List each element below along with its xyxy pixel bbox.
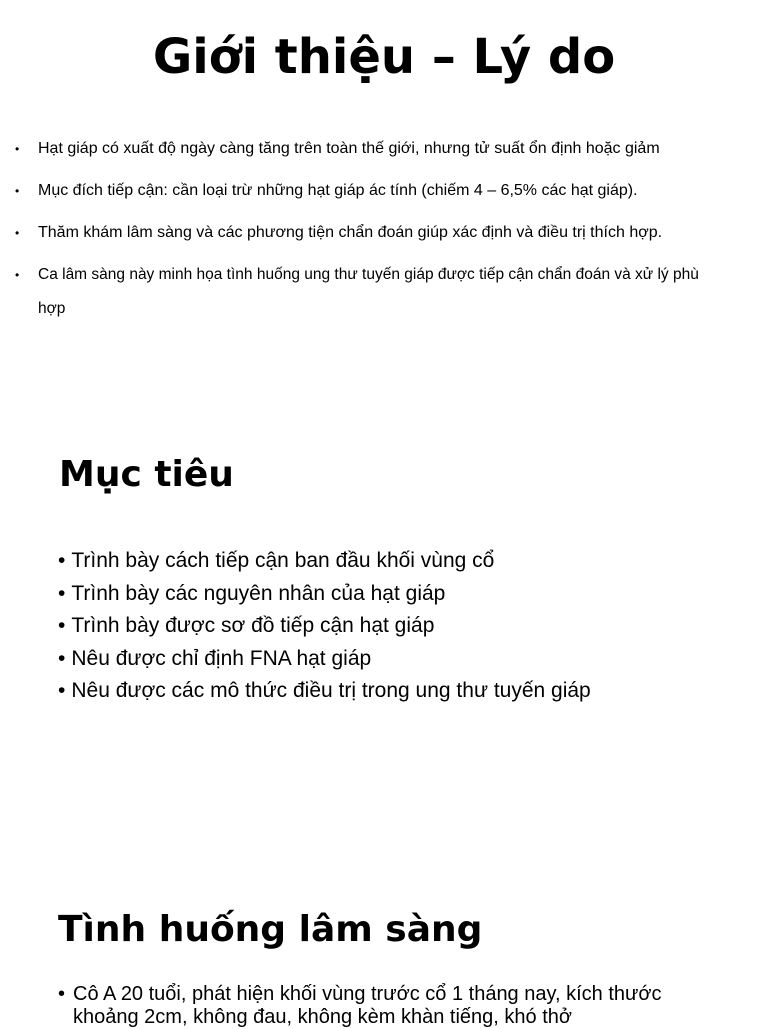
bullet-icon: • xyxy=(15,226,20,240)
list-item-text: Nêu được chỉ định FNA hạt giáp xyxy=(71,646,372,670)
bullet-icon: • xyxy=(58,549,66,572)
list-item-text: Nêu được các mô thức điều trị trong ung thư tuyến giáp xyxy=(71,679,591,702)
list-item-text: Trình bày cách tiếp cận ban đầu khối vùng cổ xyxy=(71,549,495,572)
bullet-icon: • xyxy=(58,614,66,637)
bullet-icon: • xyxy=(58,983,66,1005)
list-item xyxy=(58,578,591,611)
list-item xyxy=(0,258,768,326)
list-item-text: Hạt giáp có xuất độ ngày càng tăng trên toàn thế giới, nhưng tử suất ổn định hoặc giảm xyxy=(38,140,660,157)
bullet-icon: • xyxy=(58,646,66,670)
objectives-bullet-list xyxy=(58,545,591,708)
bullet-icon: • xyxy=(58,679,66,702)
list-item-text: Thăm khám lâm sàng và các phương tiện chẩn đoán giúp xác định và điều trị thích hợp. xyxy=(38,224,663,241)
list-item-text: Mục đích tiếp cận: cần loại trừ những hạt giáp ác tính (chiếm 4 – 6,5% các hạt giáp). xyxy=(38,182,638,199)
list-item xyxy=(58,610,591,643)
intro-title: Giới thiệu – Lý do xyxy=(152,29,616,85)
list-item xyxy=(0,132,768,166)
list-item-text: Ca lâm sàng này minh họa tình huống ung thư tuyến giáp được tiếp cận chẩn đoán và xử lý phù hợp xyxy=(38,266,699,317)
case-slide xyxy=(0,880,768,1028)
list-item-text: Cô A 20 tuổi, phát hiện khối vùng trước cổ 1 tháng nay, kích thước khoảng 2cm, không đau, không kèm khàn tiếng, khó thở xyxy=(73,983,662,1028)
list-item-text: Trình bày các nguyên nhân của hạt giáp xyxy=(71,581,446,605)
objectives-title: Mục tiêu xyxy=(59,454,234,495)
list-item xyxy=(0,216,768,250)
intro-slide xyxy=(0,0,768,340)
list-item xyxy=(0,174,768,208)
intro-bullet-list xyxy=(0,132,768,334)
case-title: Tình huống lâm sàng xyxy=(58,909,483,950)
bullet-icon: • xyxy=(15,184,20,198)
list-item xyxy=(58,983,718,1029)
list-item-text: Trình bày được sơ đồ tiếp cận hạt giáp xyxy=(71,614,435,637)
list-item xyxy=(58,545,591,578)
bullet-icon: • xyxy=(15,142,20,156)
bullet-icon: • xyxy=(58,581,66,605)
objectives-slide xyxy=(0,430,768,750)
bullet-icon: • xyxy=(15,268,20,282)
case-bullet-list xyxy=(58,983,718,1029)
list-item xyxy=(58,675,591,708)
list-item xyxy=(58,643,591,676)
